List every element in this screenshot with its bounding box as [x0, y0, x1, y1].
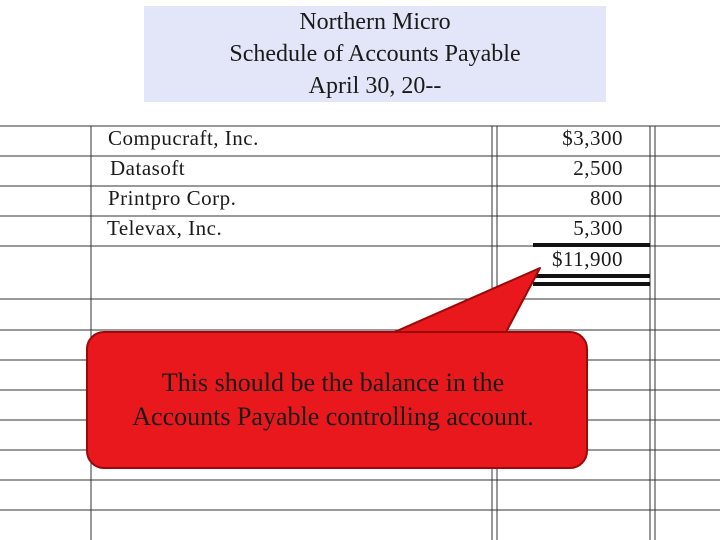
report-header	[144, 6, 606, 102]
creditor-name: Datasoft	[110, 156, 186, 180]
double-rule-top	[533, 274, 650, 278]
report-title: Schedule of Accounts Payable	[229, 41, 521, 67]
creditor-name: Printpro Corp.	[108, 186, 237, 210]
creditor-name: Televax, Inc.	[107, 216, 223, 240]
creditor-amount: $3,300	[562, 126, 623, 150]
callout-text	[86, 366, 580, 434]
creditor-amount: 800	[590, 186, 623, 210]
double-rule-bottom	[533, 282, 650, 286]
company-name: Northern Micro	[299, 9, 451, 35]
callout-pointer	[390, 268, 540, 334]
total-amount: $11,900	[552, 247, 623, 271]
callout-line-2: Accounts Payable controlling account.	[132, 402, 534, 431]
report-date: April 30, 20--	[308, 73, 442, 99]
creditor-amount: 5,300	[573, 216, 623, 240]
callout-line-1: This should be the balance in the	[161, 368, 505, 397]
creditor-name: Compucraft, Inc.	[108, 126, 259, 150]
creditor-amount: 2,500	[573, 156, 623, 180]
